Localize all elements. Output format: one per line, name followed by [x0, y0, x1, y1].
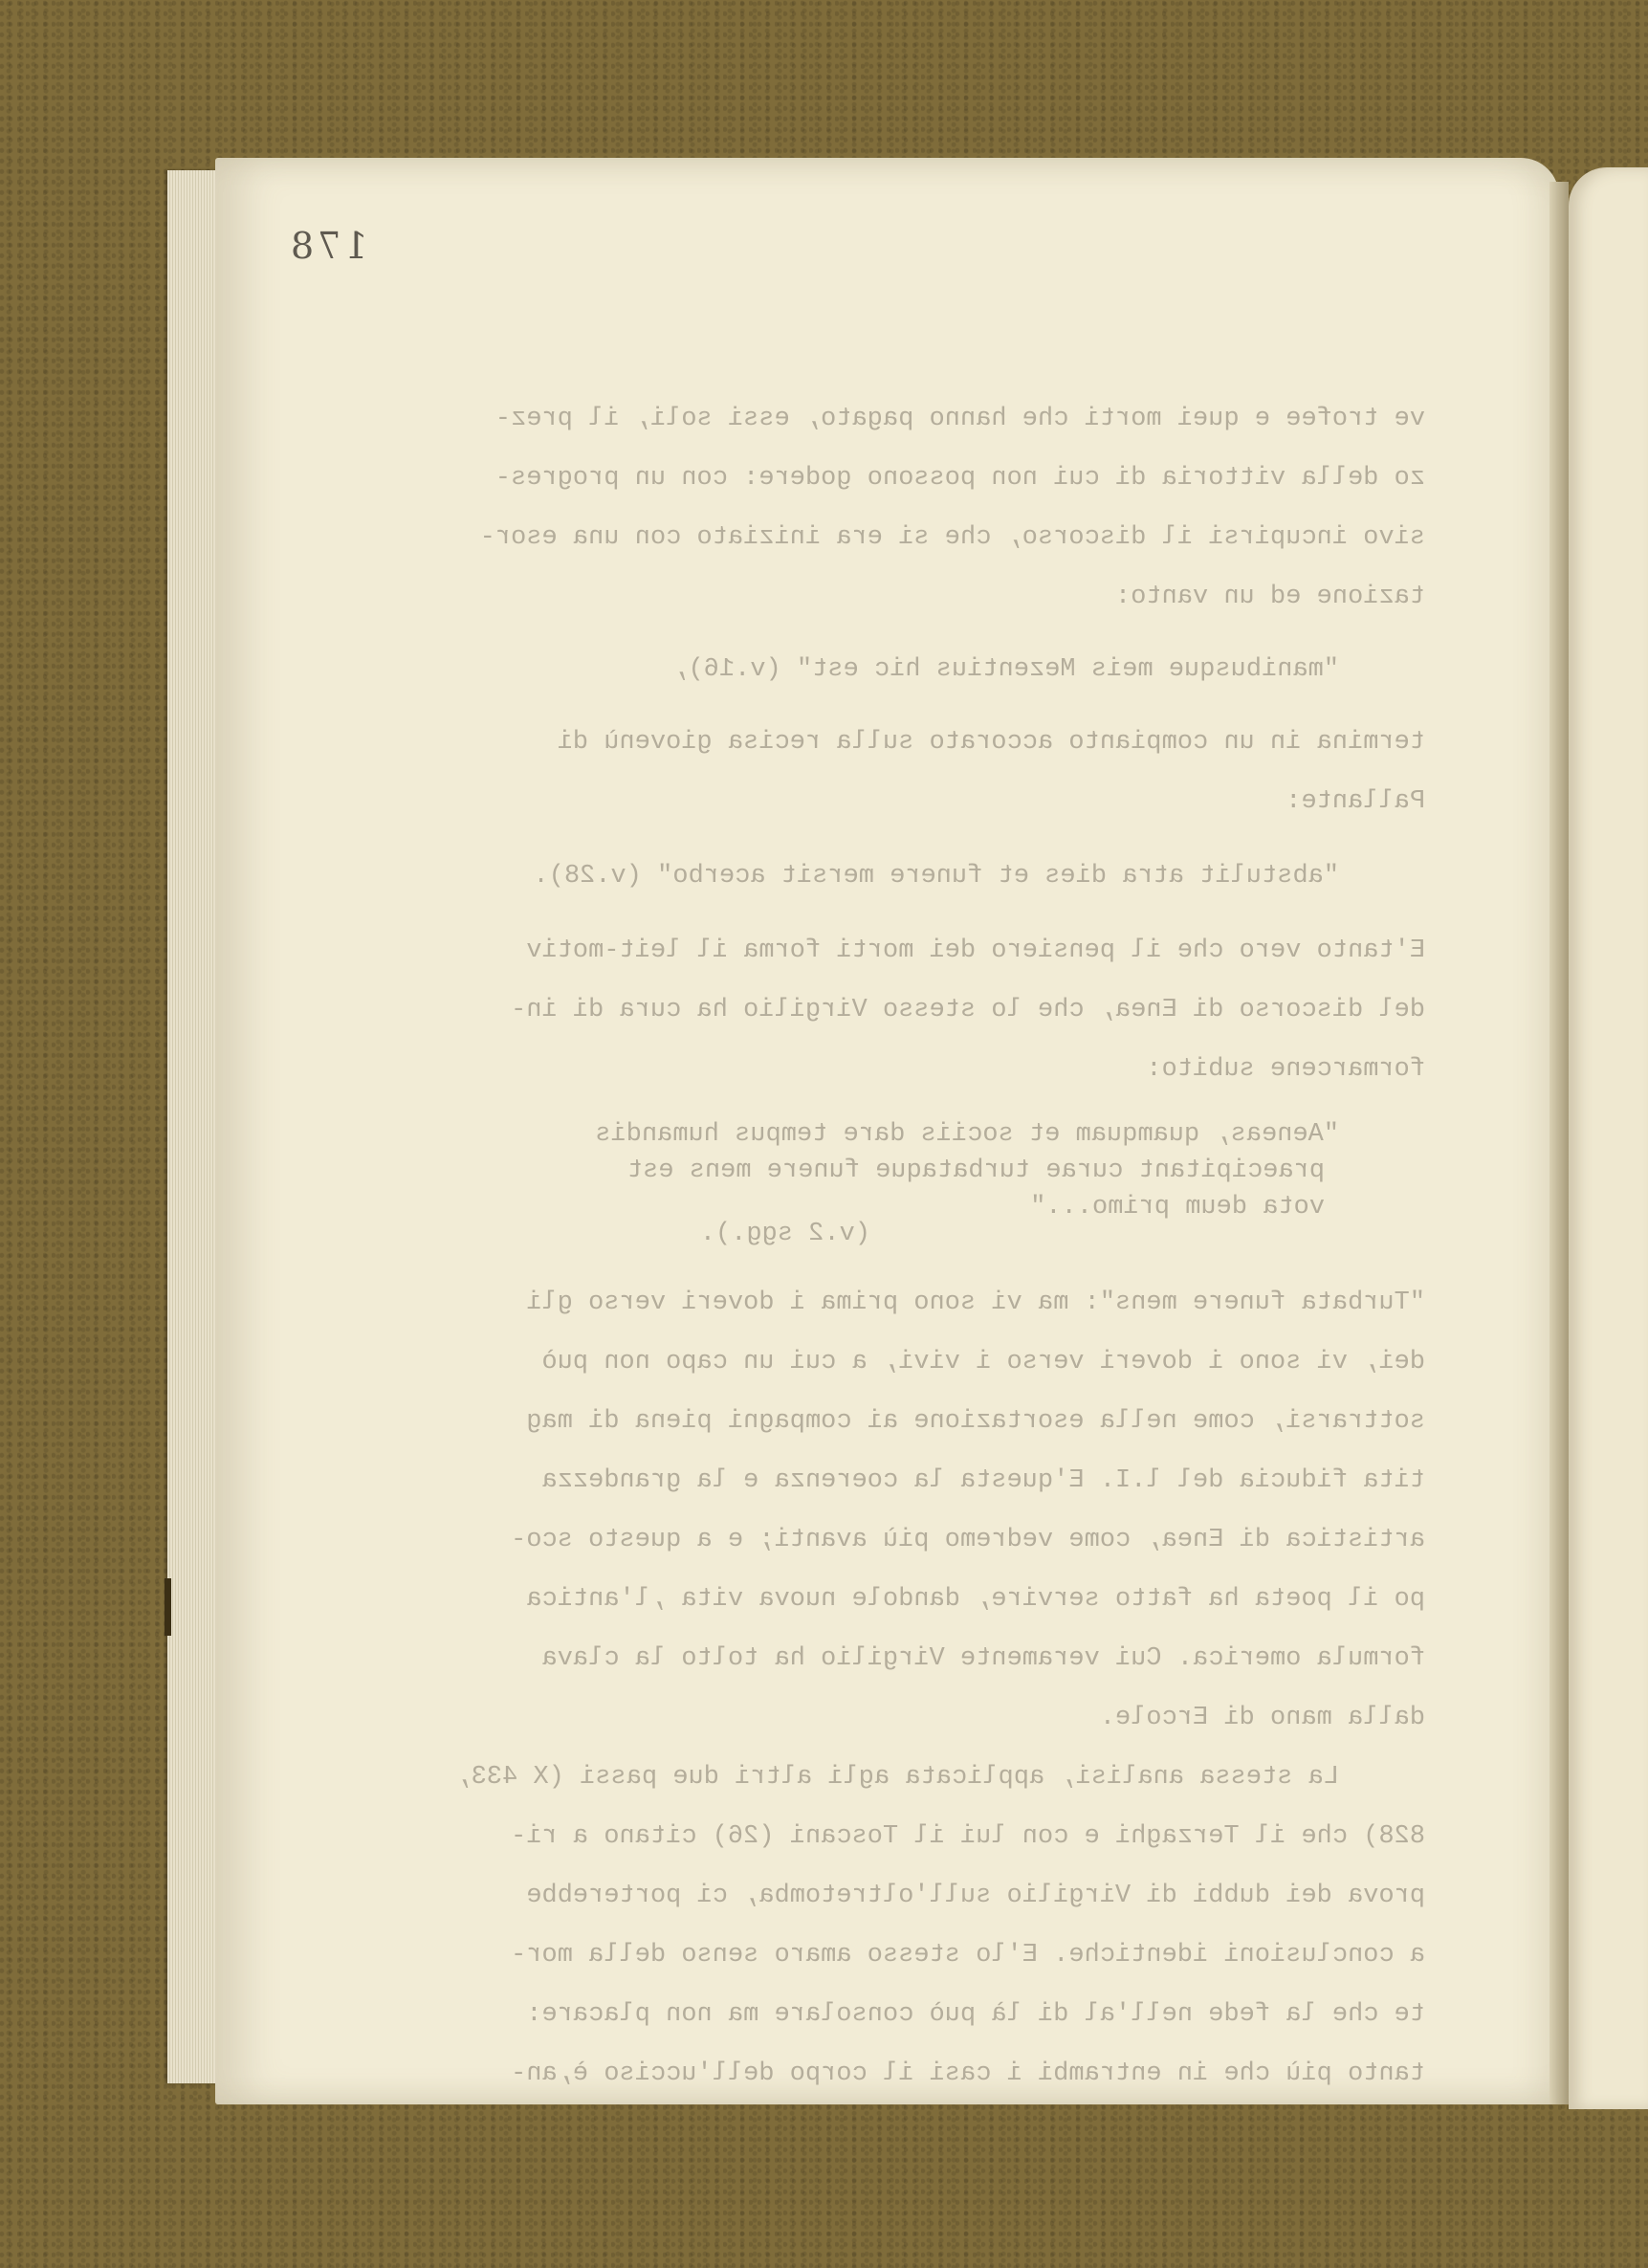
- text-line: "Turbata funere mens": ma vi sono prima i doveri verso gli: [526, 1288, 1425, 1317]
- right-page-edge: [1569, 167, 1648, 2109]
- page-number: 178: [287, 225, 368, 267]
- text-line: E'tanto vero che il pensiero dei morti forma il leit-motiv: [526, 936, 1425, 965]
- binding-thread: [165, 1578, 171, 1636]
- text-line: ve trofee e quei morti che hanno pagato, essi soli, il prez-: [494, 405, 1425, 433]
- text-line: vota deum primo...": [1030, 1193, 1325, 1222]
- text-line: tanto più che in entrambi i casi il corpo dell'ucciso è,an-: [511, 2059, 1425, 2088]
- book-gutter: [1549, 182, 1569, 2104]
- text-line: tita fiducia del l.I. E'questa la coerenza e la grandezza: [541, 1466, 1425, 1495]
- text-line: 828) che il Terzaghi e con lui il Toscani (26) citano a ri-: [511, 1822, 1425, 1851]
- text-line: a conclusioni identiche. E'lo stesso amaro senso della mor-: [511, 1941, 1425, 1970]
- text-line: zo della vittoria di cui non possono godere: con un progres-: [494, 464, 1425, 493]
- text-line: te che la fede nell'al di là può consolare ma non placare:: [526, 2000, 1425, 2029]
- text-line: "abstulit atra dies et funere mersit acerbo" (v.28).: [533, 862, 1339, 891]
- text-line: dalla mano di Ercole.: [1099, 1704, 1425, 1732]
- text-line: formula omerica. Cui veramente Virgilio ha tolto la clava: [541, 1644, 1425, 1673]
- text-line: praecipitant curae turbataque funere mens est: [626, 1156, 1325, 1185]
- text-line: tazione ed un vanto:: [1114, 583, 1425, 611]
- text-line: La stessa analisi, applicata agli altri due passi (X 433,: [455, 1763, 1339, 1792]
- text-line: "Aeneas, quamquam et sociis dare tempus humandis: [595, 1120, 1339, 1149]
- text-line: dei, vi sono i doveri verso i vivi, a cui un capo non può: [541, 1348, 1425, 1376]
- text-line: sottrarsi, come nella esortazione ai compagni piena di mag: [526, 1407, 1425, 1436]
- text-line: po il poeta ha fatto servire, dandole nuova vita ,l'antica: [526, 1585, 1425, 1614]
- text-line: Pallante:: [1285, 787, 1425, 816]
- text-line: prova dei dubbi di Virgilio sull'oltretomba, ci porterebbe: [526, 1882, 1425, 1910]
- text-line: artistica di Enea, come vedremo più avanti; e a questo sco-: [511, 1526, 1425, 1554]
- text-line: "manibusque meis Mezentius hic est" (v.16),: [672, 655, 1339, 684]
- text-line: termina in un compianto accorato sulla recisa giovenù di: [557, 728, 1425, 757]
- text-line: (v.2 sgg.).: [699, 1220, 870, 1248]
- text-line: del discorso di Enea, che lo stesso Virgilio ha cura di in-: [511, 996, 1425, 1024]
- text-line: formarcene subito:: [1146, 1055, 1425, 1084]
- text-line: sivo incupirsi il discorso, che si era iniziato con una esor-: [479, 523, 1425, 552]
